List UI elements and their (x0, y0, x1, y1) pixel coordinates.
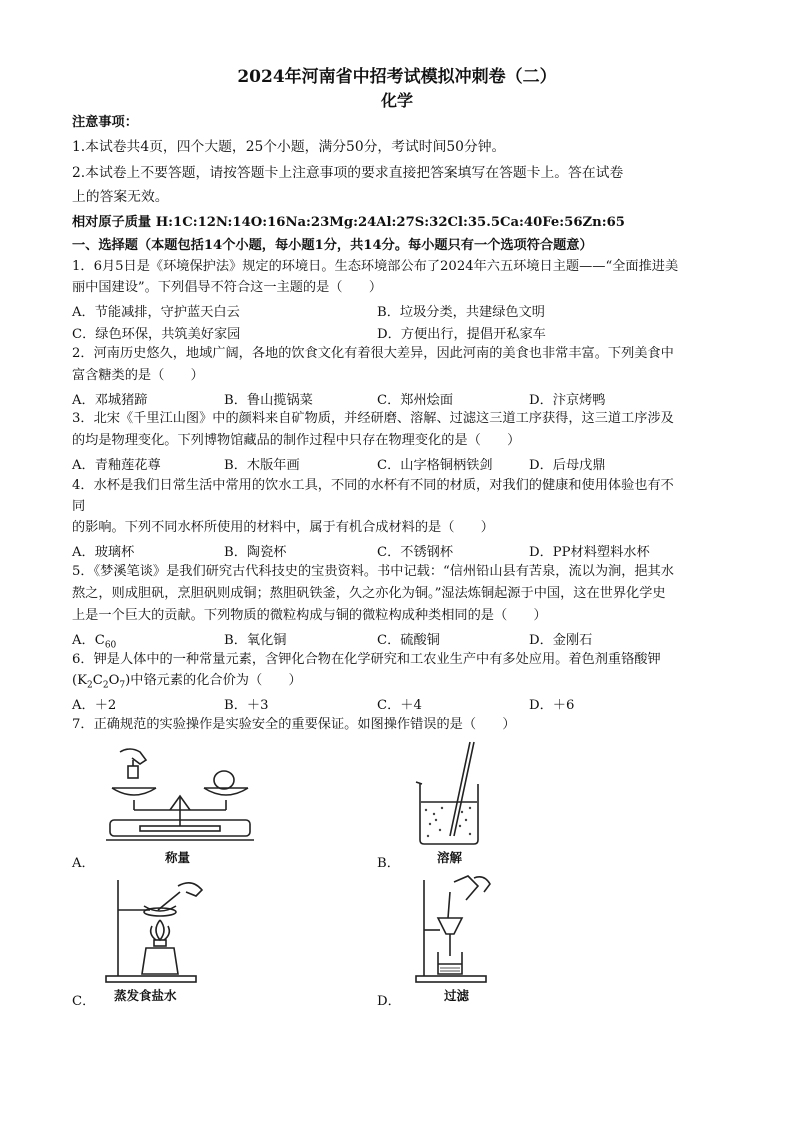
filtration-caption: 过滤 (444, 988, 470, 1003)
q2-stem-2: 富含糖类的是（ ） (72, 368, 204, 383)
q5-option-a: A．$C_{60}$ (72, 633, 117, 651)
q7-label-d: D． (377, 994, 401, 1009)
q7-label-a: A． (72, 856, 95, 871)
q4-stem-3: 的影响。下列不同水杯所使用的材料中，属于有机合成材料的是（ ） (72, 520, 494, 535)
q5-option-c: C．硫酸铜 (377, 633, 440, 648)
evaporation-caption: 蒸发食盐水 (114, 988, 177, 1003)
q6-stem-1: 6．钾是人体中的一种常量元素，含钾化合物在化学研究和工农业生产中有多处应用。着色剂重铬酸钾 (72, 652, 661, 667)
q3-option-d: D．后母戊鼎 (529, 458, 606, 473)
q4-option-b: B．陶瓷杯 (224, 545, 287, 560)
q6-option-c: C．＋4 (377, 698, 422, 713)
q6-option-a: A．＋2 (72, 698, 117, 713)
note-2-line2: 上的答案无效。 (72, 189, 169, 205)
q5-option-b: B．氧化铜 (224, 633, 287, 648)
q4-option-d: D．PP材料塑料水杯 (529, 545, 650, 560)
q4-option-a: A．玻璃杯 (72, 545, 135, 560)
evaporation-figure (100, 876, 220, 986)
q5-stem-2: 熬之，则成胆矾，烹胆矾则成铜；熬胆矾铁釜，久之亦化为铜。”湿法炼铜起源于中国，这在世界化学史 (72, 586, 666, 601)
q5-stem-3: 上是一个巨大的贡献。下列物质的微粒构成与铜的微粒构成种类相同的是（ ） (72, 608, 547, 623)
q6-option-d: D．＋6 (529, 698, 575, 713)
q1-option-d: D．方便出行，提倡开私家车 (377, 327, 546, 342)
weighing-caption: 称量 (165, 850, 191, 865)
q2-option-b: B．鲁山揽锅菜 (224, 393, 313, 408)
atomic-mass: 相对原子质量 H:1C:12N:14O:16Na:23Mg:24Al:27S:32Cl:35.5Ca:40Fe:56Zn:65 (72, 215, 625, 230)
q1-option-a: A．节能减排，守护蓝天白云 (72, 305, 240, 320)
section-1-heading: 一、选择题（本题包括14个小题，每小题1分，共14分。每小题只有一个选项符合题意） (72, 238, 593, 253)
exam-subject: 化学 (380, 91, 413, 110)
dissolving-caption: 溶解 (437, 850, 463, 865)
weighing-figure (100, 742, 280, 852)
q1-option-b: B．垃圾分类，共建绿色文明 (377, 305, 545, 320)
q2-stem-1: 2．河南历史悠久，地域广阔，各地的饮食文化有着很大差异，因此河南的美食也非常丰富。下列美食中 (72, 346, 674, 361)
exam-title: 2024年河南省中招考试模拟冲刺卷（二） (237, 67, 557, 87)
q5-stem-1: 5．《梦溪笔谈》是我们研究古代科技史的宝贵资料。书中记载：“信州铅山县有苦泉，流以为涧，挹其水 (72, 564, 674, 579)
q2-option-a: A．邓城猪蹄 (72, 393, 148, 408)
note-1: 1.本试卷共4页，四个大题，25个小题，满分50分，考试时间50分钟。 (72, 139, 506, 155)
dissolving-figure (412, 738, 492, 848)
q4-stem-2: 同 (72, 499, 86, 514)
q3-option-b: B．木版年画 (224, 458, 300, 473)
q2-option-c: C．郑州烩面 (377, 393, 454, 408)
q3-stem-2: 的均是物理变化。下列博物馆藏品的制作过程中只存在物理变化的是（ ） (72, 433, 521, 448)
q3-option-c: C．山字格铜柄铁剑 (377, 458, 493, 473)
q4-option-c: C．不锈钢杯 (377, 545, 454, 560)
notes-heading: 注意事项： (72, 115, 138, 130)
q1-stem-1: 1．6月5日是《环境保护法》规定的环境日。生态环境部公布了2024年六五环境日主题——“全面推进美 (72, 259, 679, 274)
q7-label-b: B． (377, 856, 400, 871)
q1-stem-2: 丽中国建设”。下列倡导不符合这一主题的是（ ） (72, 280, 383, 295)
q4-stem-1: 4．水杯是我们日常生活中常用的饮水工具，不同的水杯有不同的材质，对我们的健康和使用体验也有不 (72, 478, 674, 493)
q2-option-d: D．汴京烤鸭 (529, 393, 606, 408)
note-2-line1: 2.本试卷上不要答题，请按答题卡上注意事项的要求直接把答案填写在答题卡上。答在试卷 (72, 165, 624, 181)
q6-stem-2: $(K_2C_2O_7)$中铬元素的化合价为（ ） (72, 673, 302, 691)
filtration-figure (414, 872, 494, 984)
q3-option-a: A．青釉莲花尊 (72, 458, 161, 473)
q7-label-c: C． (72, 994, 96, 1009)
q5-option-d: D．金刚石 (529, 633, 593, 648)
q7-stem: 7．正确规范的实验操作是实验安全的重要保证。如图操作错误的是（ ） (72, 717, 516, 732)
q1-option-c: C．绿色环保，共筑美好家园 (72, 327, 241, 342)
q6-option-b: B．＋3 (224, 698, 269, 713)
q3-stem-1: 3．北宋《千里江山图》中的颜料来自矿物质，并经研磨、溶解、过滤这三道工序获得，这三道工序涉及 (72, 411, 674, 426)
